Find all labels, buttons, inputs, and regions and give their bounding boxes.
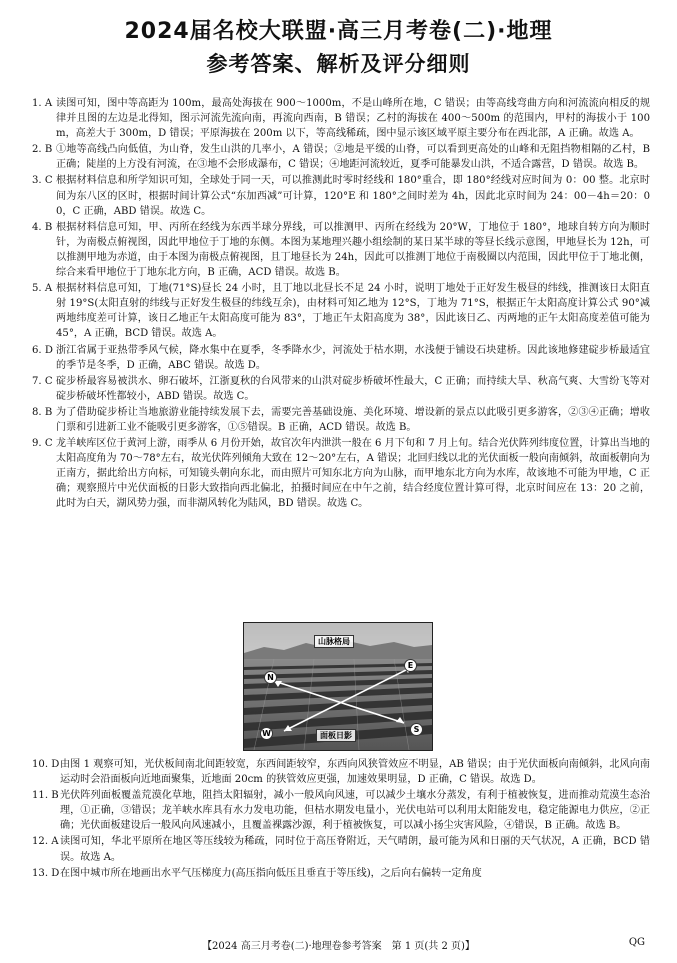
- answer-item: [32, 173, 650, 218]
- answer-text: 根据材料信息和所学知识可知，全球处于同一天，可以推测此时零时经线和 180°重合，即 180°经线对应时间为 0：00 整。北京时间为东八区的区时，根据时间计算公式“东加西减”可计算，120°E 和 180°之间时差为 4h，因此北京时间为 24：00－4h＝20：00，C 正确，ABD 错误。故选 C。: [56, 175, 650, 217]
- answer-item: [32, 220, 650, 280]
- direction-n: N: [264, 671, 277, 684]
- answer-number: 10. D: [32, 759, 60, 770]
- answer-number: 2. B: [32, 144, 53, 156]
- answer-text: 读图可知，图中等高距为 100m，最高处海拔在 900～1000m，不是山峰所在地，C 错误；由等高线弯曲方向和河流流向相反的规律并且图的左边是北得知，图示河流先流向南，再流向西南，B 错误；乙村的海拔在 400～500m 的范围内，甲村的海拔小于 100m，高差大于 300m，D 错误；平原海拔在 200m 以下，等高线稀疏，图中显示该区域平原主要分布在西北部，A 正确。故选 A。: [56, 98, 650, 140]
- answer-text: 根据材料信息可知，甲、丙所在经线为东西半球分界线，可以推测甲、丙所在经线为 20°W，丁地位于 180°，地球自转方向为顺时针，为南极点俯视图，因此甲地位于丁地的东侧。本图为某地理兴趣小组绘制的某日某半球的等昼长线示意图，甲地昼长为 12h，可以推测甲地为赤道，由于本图为南极点俯视图，且丁地昼长为 24h，因此可以推测丁地位于南极圈以内范围，因此甲位于丁地北侧，综合来看甲地位于丁地东北方向，B 正确，ACD 错误。故选 B。: [56, 221, 650, 279]
- answer-text: 由图 1 观察可知，光伏板间南北间距较宽，东西间距较窄，东西向风狭管效应不明显，AB 错误；由于光伏面板向南倾斜，北风向南运动时会沿面板向近地面聚集，近地面 20cm 的狭管效应更强，加速效果明显，D 正确，C 错误。故选 D。: [60, 759, 650, 786]
- answer-item: [32, 343, 650, 373]
- answer-item: [32, 757, 650, 787]
- answer-number: 1. A: [32, 98, 53, 109]
- answer-number: 12. A: [32, 836, 59, 848]
- answers-list-bottom: [32, 757, 650, 881]
- answer-text: ①地等高线凸向低值，为山脊，发生山洪的几率小，A 错误；②地是平缓的山脊，可以看到更高处的山峰和无阻挡物相隔的乙村，B 正确；陡崖的上方没有河流，在③地不会形成瀑布，C 错误；④地距河流较近，夏季可能暴发山洪，不适合露营，D 错误。故选 B。: [56, 144, 650, 171]
- answer-text: 光伏阵列面板覆盖荒漠化草地，阻挡太阳辐射，减小一般风向风速，可以减少土壤水分蒸发，有利于植被恢复，进而推动荒漠生态治理，①正确，③错误；龙羊峡水库具有水力发电功能，但枯水期发电量小，光伏电站可以利用太阳能发电，稳定能源电力供应，②正确；光伏面板建设后一般风向风速减小，且覆盖裸露沙源，利于植被恢复，可以减小扬尘灾害风险，④错误，B 正确。故选 B。: [60, 790, 650, 832]
- answer-item: [32, 788, 650, 833]
- direction-w: W: [260, 727, 273, 740]
- answer-item: [32, 405, 650, 435]
- answer-item: [32, 436, 650, 511]
- answer-text: 读图可知，华北平原所在地区等压线较为稀疏，同时位于高压脊附近，天气晴朗，最可能为风和日丽的天气状况，A 正确，BCD 错误。故选 A。: [60, 836, 650, 863]
- answer-text: 龙羊峡库区位于黄河上游，雨季从 6 月份开始，故官次年内泄洪一般在 6 月下旬和 7 月上旬。结合光伏阵列纬度位置，计算出当地的太阳高度角为 70～78°左右，故光伏阵列倾角大致在 12～20°左右，A 错误；北回归线以北的光伏面板一般向南倾斜，故面板朝向为正南方，据此给出方向标，可知镜头朝向东北，而由照片可知东北方向为山脉，而甲地东北方向为水库，故该地不可能为甲地，C 正确；观察照片中光伏面板的日影大致指向西北偏北，拍摄时间应在中午之前，结合经度位置计算可得，北京时间应在 13：20 之前，此时为白天，湖风势力强，而非湖风转化为陆风，BD 错误。故选 C。: [56, 438, 650, 510]
- answer-item: [32, 866, 650, 881]
- answer-text: 根据材料信息可知，丁地(71°S)昼长 24 小时，且丁地以北昼长不足 24 小时，说明丁地处于正好发生极昼的纬线，推测该日太阳直射 19°S(太阳直射的纬线与正好发生极昼的纬线互余)，由材料可知乙地为 12°S，丁地为 71°S，根据正午太阳高度计算公式 90°减两地纬度差可计算，该日乙地正午太阳高度可能为 83°，丁地正午太阳高度为 38°，因此该日乙、丙两地的正午太阳高度差值可能为 45°，A 正确，BCD 错误。故选 A。: [56, 283, 650, 340]
- answer-number: 6. D: [32, 344, 53, 356]
- answer-number: 11. B: [32, 790, 59, 802]
- answer-text: 碇步桥最容易被洪水、卵石破坏，江浙夏秋的台风带来的山洪对碇步桥破坏性最大，C 正确；而持续大旱、秋高气爽、大雪纷飞等对碇步桥破坏性都较小，ABD 错误。故选 C。: [56, 375, 650, 402]
- answer-number: 3. C: [32, 175, 53, 187]
- page-title: 2024届名校大联盟·高三月考卷(二)·地理: [124, 19, 553, 44]
- footer-text: 【2024 高三月考卷(二)·地理卷参考答案 第 1 页(共 2 页)】: [202, 941, 475, 952]
- answer-text: 为了借助碇步桥让当地旅游业能持续发展下去，需要完善基础设施、美化环境、增设新的景点以此吸引更多游客，②③④正确；增收门票和引进新工业不能吸引更多游客，①⑤错误。B 正确，ACD 错误。故选 B。: [56, 406, 650, 433]
- answer-text: 浙江省属于亚热带季风气候，降水集中在夏季，冬季降水少，河流处于枯水期，水浅便于铺设石块建桥。因此该地修建碇步桥最适宜的季节是冬季，D 正确，ABC 错误。故选 D。: [56, 344, 650, 371]
- answer-text: 在图中城市所在地画出水平气压梯度力(高压指向低压且垂直于等压线)，之后向右偏转一定角度: [60, 867, 482, 879]
- solar-panel-photo: [243, 622, 433, 751]
- answer-number: 7. C: [32, 375, 53, 387]
- answer-number: 13. D: [32, 867, 60, 879]
- answer-item: [32, 374, 650, 404]
- answer-number: 5. A: [32, 283, 53, 295]
- answer-number: 4. B: [32, 221, 53, 233]
- answer-number: 9. C: [32, 438, 53, 450]
- footer-code: QG: [628, 937, 645, 948]
- answer-item: [32, 834, 650, 864]
- page-subtitle: 参考答案、解析及评分细则: [206, 52, 471, 76]
- label-mountain: 山脉格局: [314, 635, 354, 648]
- answer-item: [32, 96, 650, 141]
- answer-number: 8. B: [32, 406, 53, 418]
- answer-item: [32, 142, 650, 172]
- direction-e: E: [404, 659, 417, 672]
- answers-list-top: [32, 96, 650, 512]
- direction-s: S: [410, 723, 423, 736]
- label-panel-shadow: 面板日影: [316, 729, 356, 742]
- page-footer: [0, 937, 677, 952]
- answer-item: [32, 281, 650, 341]
